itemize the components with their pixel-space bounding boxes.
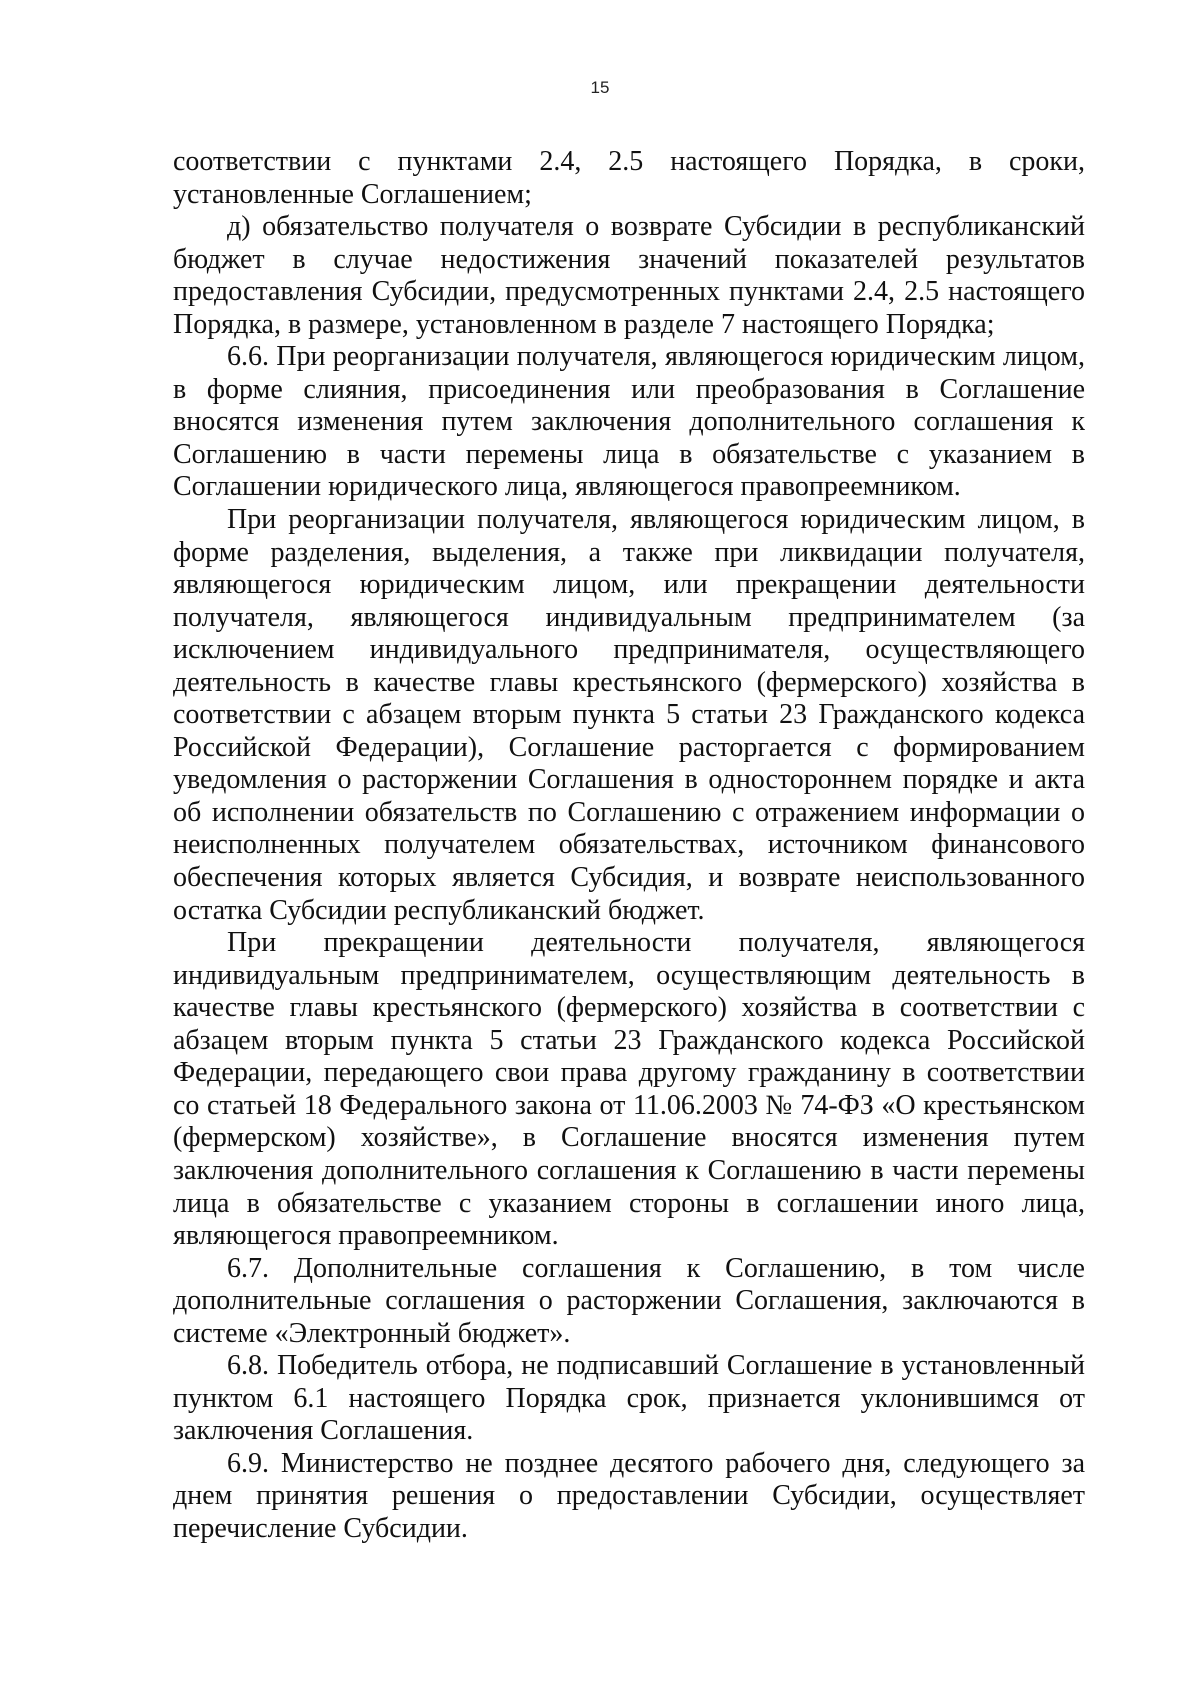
paragraph-obligation-d: д) обязательство получателя о возврате Субсидии в республиканский бюджет в случае недостижения значений показателей результатов предоставления Субсидии, предусмотренных пунктами 2.4, 2.5 настоящего Порядка, в размере, установленном в разделе 7 настоящего Порядка;: [173, 211, 1085, 340]
page-number: 15: [590, 78, 610, 97]
paragraph-6-7: 6.7. Дополнительные соглашения к Соглашению, в том числе дополнительные соглашения о расторжении Соглашения, заключаются в системе «Электронный бюджет».: [173, 1252, 1085, 1349]
paragraph-reorganization-division: При реорганизации получателя, являющегося юридическим лицом, в форме разделения, выделения, а также при ликвидации получателя, являющегося юридическим лицом, или прекращении деятельности получателя, являющегося индивидуальным предпринимателем (за исключением индивидуального предпринимателя, осуществляющего деятельность в качестве главы крестьянского (фермерского) хозяйства в соответствии с абзацем вторым пункта 5 статьи 23 Гражданского кодекса Российской Федерации), Соглашение расторгается с формированием уведомления о расторжении Соглашения в одностороннем порядке и акта об исполнении обязательств по Соглашению с отражением информации о неисполненных получателем обязательствах, источником финансового обеспечения которых является Субсидия, и возврате неиспользованного остатка Субсидии республиканский бюджет.: [173, 504, 1085, 926]
paragraph-6-9: 6.9. Министерство не позднее десятого рабочего дня, следующего за днем принятия решения о предоставлении Субсидии, осуществляет перечисление Субсидии.: [173, 1447, 1085, 1544]
paragraph-6-8: 6.8. Победитель отбора, не подписавший Соглашение в установленный пунктом 6.1 настоящего Порядка срок, признается уклонившимся от заключения Соглашения.: [173, 1350, 1085, 1447]
paragraph-6-6: 6.6. При реорганизации получателя, являющегося юридическим лицом, в форме слияния, присоединения или преобразования в Соглашение вносятся изменения путем заключения дополнительного соглашения к Соглашению в части перемены лица в обязательстве с указанием в Соглашении юридического лица, являющегося правопреемником.: [173, 341, 1085, 503]
document-body: [173, 146, 1085, 1546]
paragraph-continuation: соответствии с пунктами 2.4, 2.5 настоящего Порядка, в сроки, установленные Соглашением;: [173, 146, 1085, 210]
paragraph-termination-farmer: При прекращении деятельности получателя, являющегося индивидуальным предпринимателем, осуществляющим деятельность в качестве главы крестьянского (фермерского) хозяйства в соответствии с абзацем вторым пункта 5 статьи 23 Гражданского кодекса Российской Федерации, передающего свои права другому гражданину в соответствии со статьей 18 Федерального закона от 11.06.2003 № 74-ФЗ «О крестьянском (фермерском) хозяйстве», в Соглашение вносятся изменения путем заключения дополнительного соглашения к Соглашению в части перемены лица в обязательстве с указанием стороны в соглашении иного лица, являющегося правопреемником.: [173, 927, 1085, 1252]
